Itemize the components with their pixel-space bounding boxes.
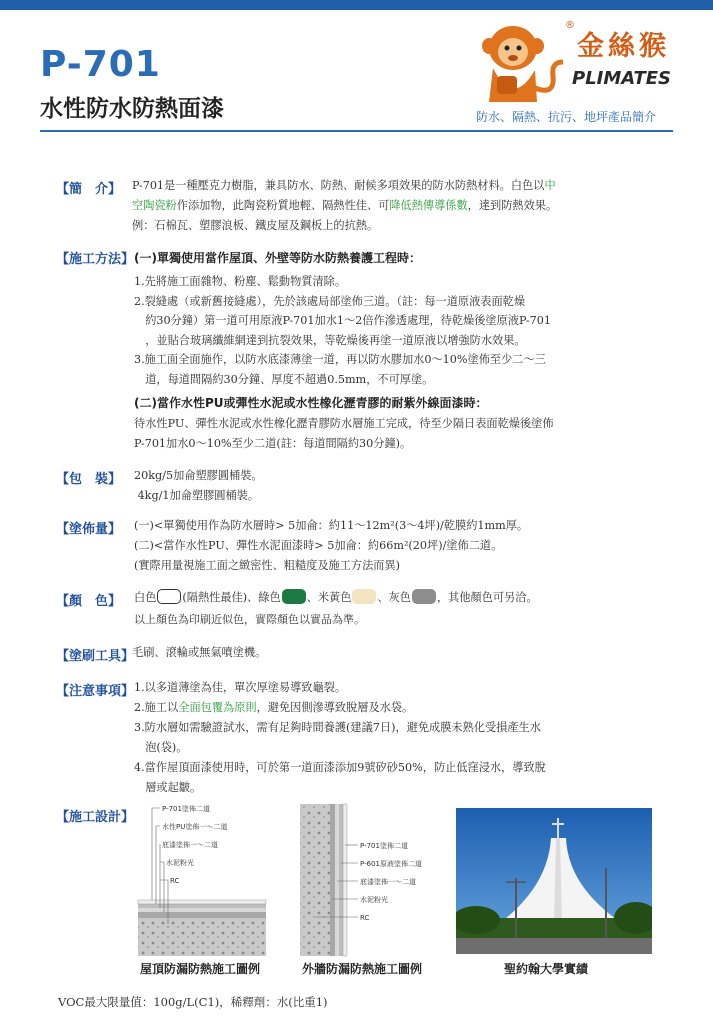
photo-caption: 聖約翰大學實績: [504, 962, 589, 976]
method-label: 【施工方法】: [56, 252, 135, 267]
roof-layer-5: RC: [170, 877, 180, 885]
swatch-white: [157, 589, 181, 604]
swatch-beige: [352, 589, 376, 604]
tools-text: 毛刷、滾輪或無氣噴塗機。: [132, 646, 267, 659]
product-name: 水性防水防熱面漆: [40, 96, 224, 122]
wall-diagram: [296, 800, 446, 958]
roof-diagram: [130, 800, 270, 958]
coverage-text: (一)<單獨使用作為防水層時> 5加侖：約11～12m²(3～4坪)/乾膜約1mm厚。 (二)<當作水性PU、彈性水泥面漆時> 5加侖：約66m²(20坪)/塗佈二道。 (實際用量視施工面之緻密性、粗糙度及施工方法而異): [134, 519, 529, 572]
wall-layer-4: 水泥粉光: [360, 896, 388, 904]
roof-layer-2: 水性PU塗佈一～二道: [162, 823, 228, 831]
church-photo: [456, 808, 652, 954]
colors-note: 以上顏色為印刷近似色，實際顏色以實品為準。: [134, 613, 365, 626]
swatch-gray: [412, 589, 436, 604]
roof-layer-3: 底漆塗佈一～二道: [162, 841, 218, 849]
roof-caption: 屋頂防漏防熱施工圖例: [140, 962, 261, 976]
colors-label: 【顏 色】: [56, 594, 122, 609]
method-section2-text: 待水性PU、彈性水泥或水性橡化瀝青膠防水層施工完成，待至少隔日表面乾燥後塗佈 P-701加水0～10%至少二道(註：每道間隔約30分鐘)。: [134, 417, 554, 450]
method-section1-title: (一)單獨使用當作屋頂、外壁等防水防熱養護工程時：: [134, 251, 421, 265]
notes-text: 1.以多道薄塗為佳，單次厚塗易導致龜裂。 2.施工以全面包覆為原則，避免因側滲導致脫層及水袋。 3.防水層如需驗證試水，需有足夠時間養護(建議7日)，避免成膜未熟化受損產生水 泡(袋)。 4.當作屋頂面漆使用時，可於第一道面漆添加9號矽砂50%，防止低窪浸水，導致脫 層或起皺。: [134, 681, 546, 794]
wall-layer-5: RC: [360, 914, 370, 922]
wall-layer-1: P-701塗佈二道: [360, 842, 408, 850]
notes-label: 【注意事項】: [56, 684, 135, 699]
colors-text: 白色 (隔熱性最佳)、綠色 、米黃色 、灰色 ，其他顏色可另洽。: [134, 591, 538, 604]
tools-label: 【塗刷工具】: [56, 649, 135, 664]
product-code: P-701: [40, 44, 161, 85]
brand-name-chinese: 金絲猴: [577, 31, 670, 62]
packaging-text: 20kg/5加侖塑膠圓桶裝。 4kg/1加侖塑膠圓桶裝。: [134, 469, 263, 502]
top-accent-bar: [0, 0, 713, 10]
brand-name-english: PLIMATES: [572, 68, 672, 89]
wall-caption: 外牆防漏防熱施工圖例: [302, 962, 423, 976]
registered-mark: ®: [565, 20, 575, 31]
design-label: 【施工設計】: [56, 810, 135, 825]
packaging-label: 【包 裝】: [56, 472, 122, 487]
tagline: 防水、隔熱、抗污、地坪產品簡介: [476, 110, 657, 124]
wall-layer-3: 底漆塗佈一～二道: [360, 878, 416, 886]
wall-layer-2: P-601原液塗佈二道: [360, 860, 422, 868]
footer-voc: VOC最大限量值：100g/L(C1)，稀釋劑：水(比重1): [58, 995, 328, 1009]
method-section1-text: 1.先將施工面雜物、粉塵、鬆動物質清除。 2.裂縫處（或新舊接縫處），先於該處局部塗佈三道。（註：每一道原液表面乾燥 約30分鐘）第一道可用原液P-701加水1～2倍作滲透處理，待乾燥後塗原液P-701 ，並貼合玻璃纖維網達到抗裂效果，等乾燥後再塗一道原液以增強防水效果。 3.施工面全面施作，以防水底漆薄塗一道，再以防水膠加水0～10%塗佈至少二～三 道，每道間隔約30分鐘、厚度不超過0.5mm，不可厚塗。: [134, 275, 552, 386]
coverage-label: 【塗佈量】: [56, 522, 122, 537]
swatch-green: [282, 589, 306, 604]
roof-layer-1: P-701塗佈二道: [162, 805, 210, 813]
intro-text: P-701是一種壓克力樹脂，兼具防水、防熱、耐候多項效果的防水防熱材料。白色以中 空陶瓷粉作添加物，此陶瓷粉質地輕、隔熱性佳、可降低熱傳導係數，達到防熱效果。 例：石棉瓦、塑膠浪板、鐵皮屋及鋼板上的抗熱。: [132, 179, 558, 232]
roof-layer-4: 水泥粉光: [166, 859, 194, 867]
method-section2-title: (二)當作水性PU或彈性水泥或水性橡化瀝青膠的耐紫外線面漆時：: [134, 396, 488, 410]
intro-label: 【簡 介】: [56, 182, 122, 197]
header-divider: [40, 130, 673, 132]
